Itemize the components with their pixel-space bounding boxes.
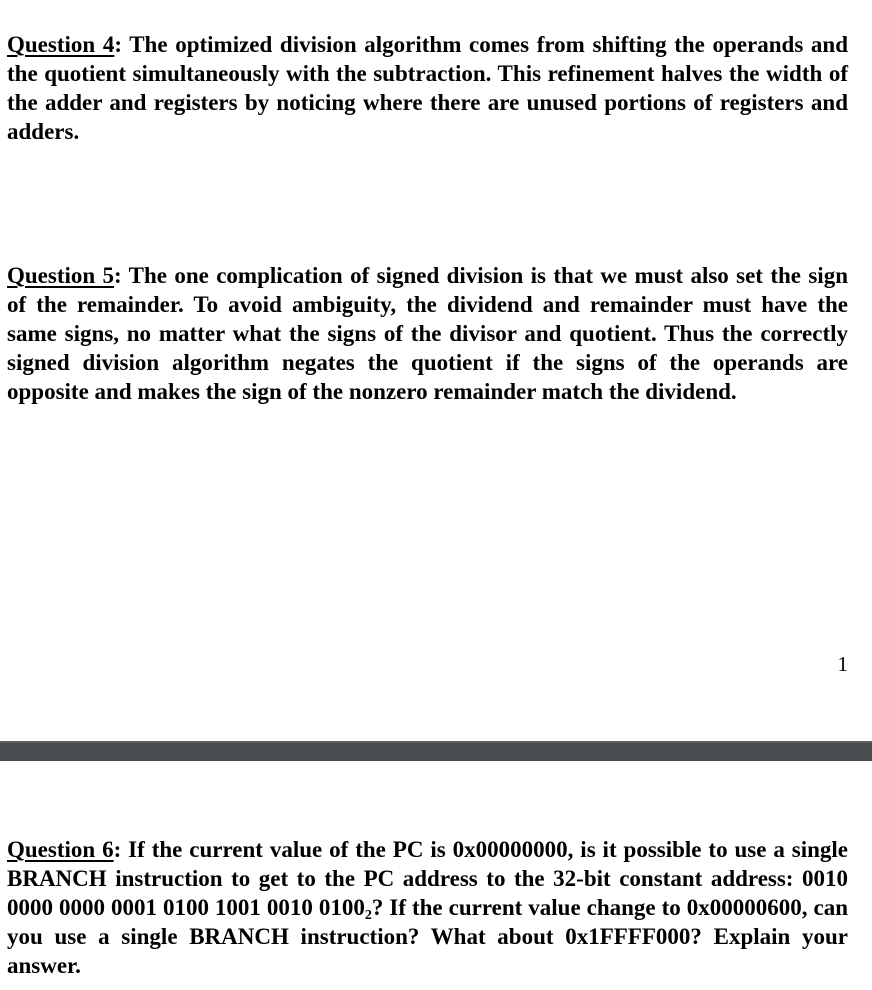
- question-5: [7, 261, 848, 406]
- question-6: [7, 835, 848, 980]
- question-5-text: : The one complication of signed division is that we must also set the sign of the remainder. To avoid ambiguity, the dividend and remainder must have the same signs, no matter what the signs of the divisor and quotient. Thus the correctly signed division algorithm negates the quotient if the signs of the operands are opposite and makes the sign of the nonzero remainder match the dividend.: [7, 263, 848, 404]
- question-4-text: : The optimized division algorithm comes from shifting the operands and the quotient simultaneously with the subtraction. This refinement halves the width of the adder and registers by noticing where there are unused portions of registers and adders.: [7, 32, 848, 144]
- question-4: [7, 30, 848, 146]
- question-4-label: Question 4: [7, 32, 115, 57]
- page-separator: [0, 741, 872, 761]
- binary-subscript: 2: [364, 908, 372, 923]
- question-6-label: Question 6: [7, 837, 114, 862]
- question-6-text-after: ? If the current value change to 0x00000600, can you use a single BRANCH instruction? What about 0x1FFFF000? Explain your answer.: [7, 895, 849, 978]
- page-number: 1: [837, 652, 848, 676]
- question-5-label: Question 5: [7, 263, 115, 288]
- question-6-text-before: : If the current value of the PC is 0x00000000, is it possible to use a single BRANCH instruction to get to the PC address to the 32-bit constant address: 0010 0000 0000 0001 0100 1001 0010 0100: [7, 837, 848, 920]
